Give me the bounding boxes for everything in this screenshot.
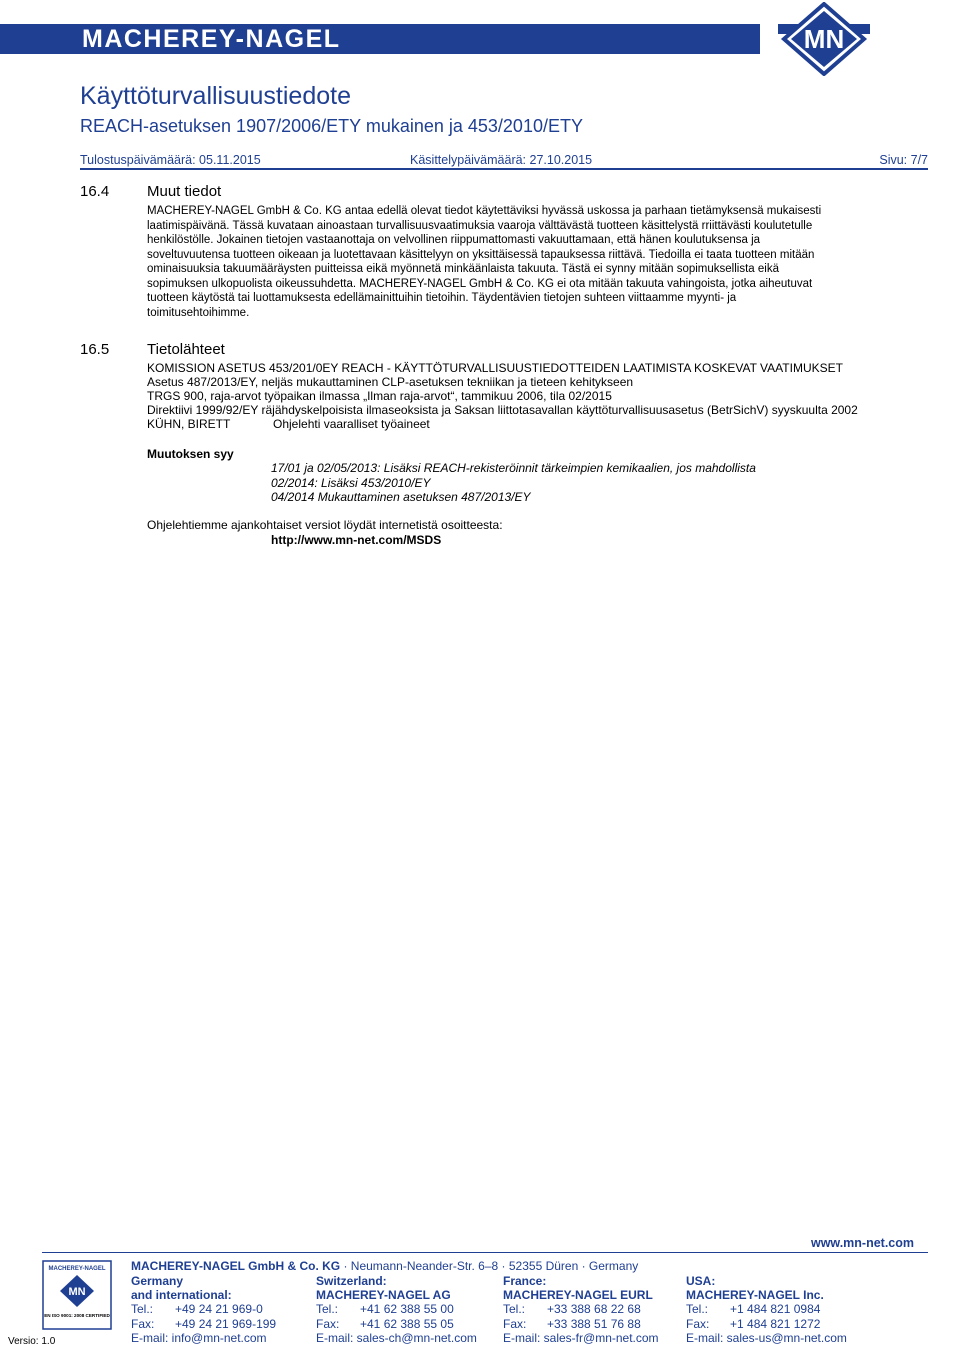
paragraph-line: sopimuksen ulkopuolista oikeussuhdetta. MACHEREY-NAGEL GmbH & Co. KG ei ota mitään takuuta vahingoista, jotka aiheutuvat <box>147 277 813 290</box>
section-number: 16.4 <box>80 183 110 200</box>
footer-divider <box>42 1252 928 1253</box>
footer-col-germany <box>131 1274 276 1345</box>
iso-certification-badge-icon <box>42 1260 112 1330</box>
source-title: Ohjelehti vaaralliset työaineet <box>273 417 430 431</box>
footer-col-switzerland <box>316 1274 477 1345</box>
online-note: Ohjelehtiemme ajankohtaiset versiot löydät internetistä osoitteesta: <box>147 518 503 532</box>
cert-logo-text: MN <box>68 1286 86 1298</box>
change-item: 17/01 ja 02/05/2013: Lisäksi REACH-rekisteröinnit tärkeimpien kemikaalien, jos mahdollista <box>271 461 756 475</box>
paragraph-line: MACHEREY-NAGEL GmbH & Co. KG antaa edellä olevat tiedot käytettäviksi hyvässä uskossa ja parhaan tietämyksensä mukaisesti <box>147 205 822 217</box>
footer-tel: Tel.: +1 484 821 0984 <box>686 1302 821 1317</box>
section-title: Tietolähteet <box>147 341 225 358</box>
source-item: TRGS 900, raja-arvot työpaikan ilmassa „Ilman raja-arvot“, tammikuu 2006, tila 02/2015 <box>147 389 612 403</box>
footer-company-address: · Neumann-Neander-Str. 6–8 · 52355 Düren · Germany <box>340 1259 639 1273</box>
section-title: Muut tiedot <box>147 183 222 200</box>
footer-fax: Fax: +41 62 388 55 05 <box>316 1316 454 1331</box>
footer-col-heading: Switzerland: <box>316 1274 387 1288</box>
document-title: Käyttöturvallisuustiedote <box>80 82 351 110</box>
logo-text: MN <box>803 24 845 54</box>
footer-email[interactable]: E-mail: sales-ch@mn-net.com <box>316 1330 477 1345</box>
footer-col-usa <box>686 1274 847 1345</box>
source-item: Asetus 487/2013/EY, neljäs mukauttaminen CLP-asetuksen tekniikan ja tieteen kehitykseen <box>147 375 634 389</box>
paragraph-line: soveltuvuutensa tuotteen oikeaan ja luotettavaan käsittelyyn on yksittäisessä tapauksessa riittävä. Tiedoilla ei taata tuotteen mitään <box>147 248 815 261</box>
page-number: Sivu: 7/7 <box>879 153 928 167</box>
footer-col-heading: USA: <box>686 1274 716 1288</box>
source-item: KOMISSION ASETUS 453/201/0EY REACH - KÄYTTÖTURVALLISUUSTIEDOTTEIDEN LAATIMISTA KOSKEVAT VAATIMUKSET <box>147 361 843 375</box>
processing-date: Käsittelypäivämäärä: 27.10.2015 <box>410 153 593 167</box>
mn-logo-icon <box>778 2 870 76</box>
footer-fax: Fax: +33 388 51 76 88 <box>503 1316 641 1331</box>
paragraph-line: toimitusehtoihimme. <box>147 306 250 319</box>
paragraph-line: ominaisuuksia takuumääräysten puitteissa eikä myönnetä minkäänlaista takuuta. Tästä ei synny mitään sopimuksellista eikä <box>147 263 779 275</box>
header-divider <box>80 168 928 170</box>
footer-col-company: MACHEREY-NAGEL AG <box>316 1288 451 1303</box>
footer-tel: Tel.: +41 62 388 55 00 <box>316 1302 454 1317</box>
footer-col-heading: Germany <box>131 1274 184 1288</box>
footer-fax: Fax: +1 484 821 1272 <box>686 1316 821 1331</box>
footer-col-company: and international: <box>131 1288 232 1303</box>
footer-company-line <box>131 1259 638 1273</box>
msds-link[interactable]: http://www.mn-net.com/MSDS <box>271 533 442 547</box>
footer-email[interactable]: E-mail: sales-us@mn-net.com <box>686 1330 847 1345</box>
footer-col-heading: France: <box>503 1274 547 1288</box>
document-subtitle: REACH-asetuksen 1907/2006/ETY mukainen ja 453/2010/ETY <box>80 116 583 136</box>
footer-col-company: MACHEREY-NAGEL EURL <box>503 1288 653 1303</box>
print-date: Tulostuspäivämäärä: 05.11.2015 <box>80 153 261 167</box>
cert-text: EN ISO 9001: 2008 CERTIFIED <box>44 1313 110 1318</box>
paragraph-line: laatimispäivänä. Tässä kuvataan ainoastaan turvallisuusvaatimuksia vaaroja välttävästä tuotteen käsittelystä rriittävästi koulutetulle <box>147 219 813 232</box>
footer-col-france <box>503 1274 659 1345</box>
footer-email[interactable]: E-mail: info@mn-net.com <box>131 1330 267 1345</box>
footer-col-company: MACHEREY-NAGEL Inc. <box>686 1288 824 1303</box>
source-item: Direktiivi 1999/92/EY räjähdyskelpoisista ilmaseoksista ja Saksan liittotasavallan käyttöturvallisuusasetus (BetrSichV) syyskuulta 2002 <box>147 403 858 417</box>
footer-company-name: MACHEREY-NAGEL GmbH & Co. KG <box>131 1259 341 1273</box>
paragraph-line: tuotteen käytöstä tai luottamuksesta edellämainittuihin tietoihin. Täydentävien tietojen suhteen viittaamme myynti- ja <box>147 292 737 304</box>
footer-fax: Fax: +49 24 21 969-199 <box>131 1316 277 1331</box>
footer-tel: Tel.: +33 388 68 22 68 <box>503 1302 641 1317</box>
brand-name: MACHEREY-NAGEL <box>82 25 341 53</box>
changes-label: Muutoksen syy <box>147 447 234 461</box>
change-item: 02/2014: Lisäksi 453/2010/EY <box>271 476 431 490</box>
footer-tel: Tel.: +49 24 21 969-0 <box>131 1302 263 1317</box>
change-item: 04/2014 Mukauttaminen asetuksen 487/2013/EY <box>271 490 531 504</box>
source-author: KÜHN, BIRETT <box>147 417 231 431</box>
section-number: 16.5 <box>80 341 110 358</box>
version-label: Versio: 1.0 <box>8 1336 56 1347</box>
cert-brand: MACHEREY-NAGEL <box>48 1266 106 1272</box>
footer-website[interactable]: www.mn-net.com <box>810 1236 914 1250</box>
paragraph-line: henkilöstölle. Jokainen tietojen vastaanottaja on velvollinen riippumattomasti vakuuttamaan, että hänen koulutuksensa ja <box>147 234 761 246</box>
other-info-paragraph <box>147 204 927 320</box>
footer-email[interactable]: E-mail: sales-fr@mn-net.com <box>503 1330 659 1345</box>
